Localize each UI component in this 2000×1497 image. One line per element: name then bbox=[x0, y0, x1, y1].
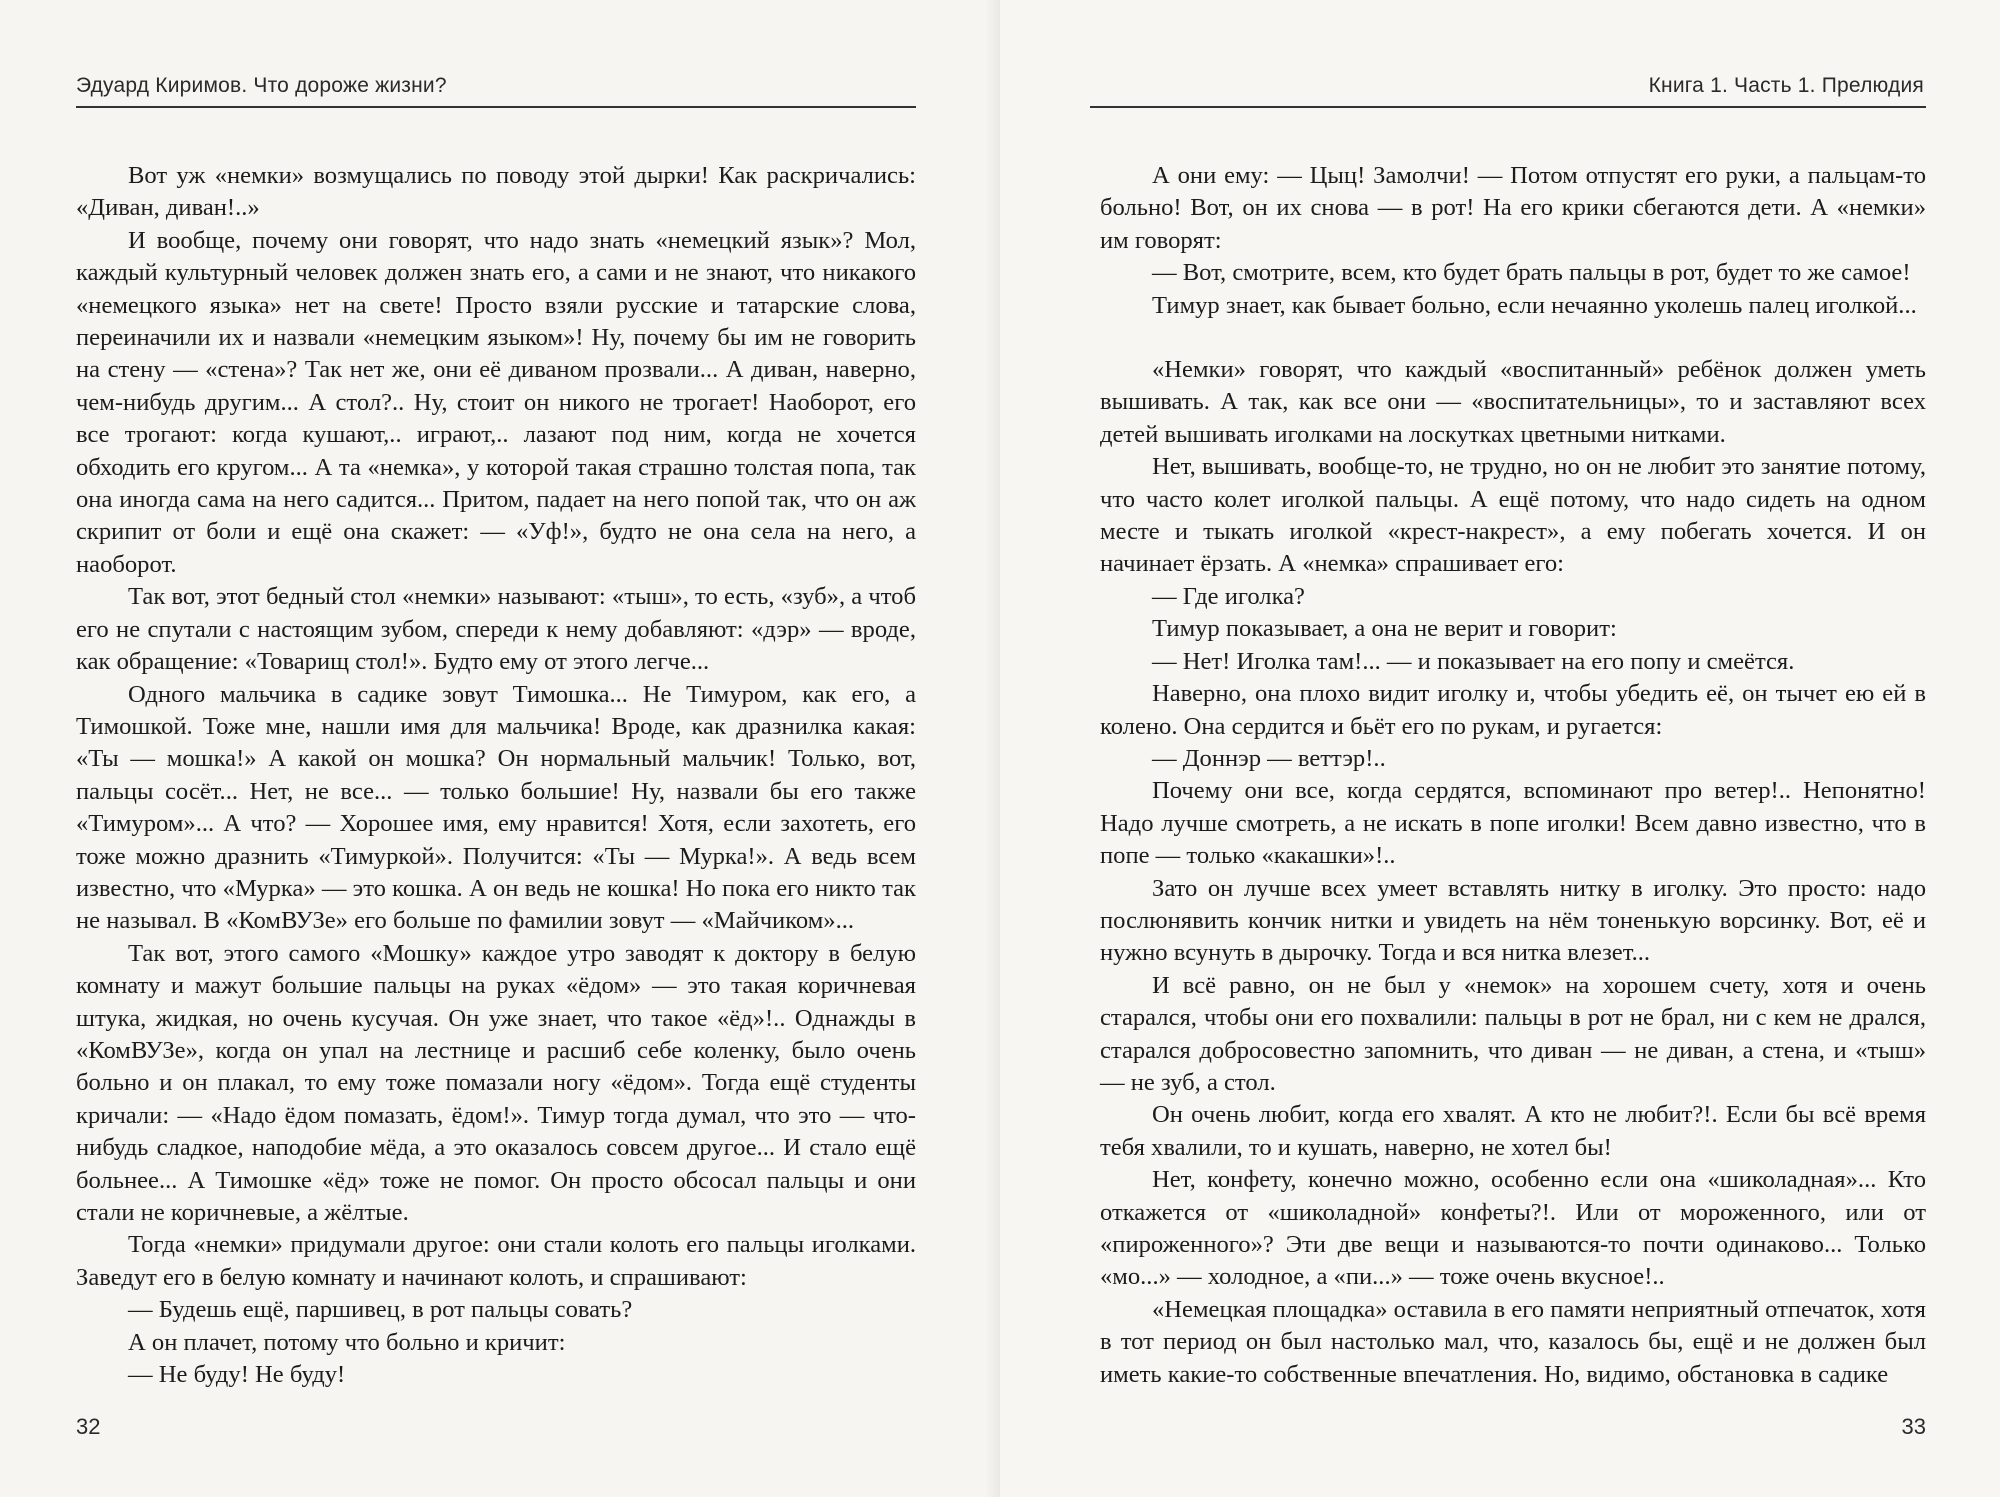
running-header-left: Эдуард Киримов. Что дороже жизни? bbox=[76, 74, 447, 97]
page-number-left: 32 bbox=[76, 1414, 101, 1439]
paragraph: Зато он лучше всех умеет вставлять нитку в иголку. Это просто: надо послюнявить кончик нитки и увидеть на нём тоненькую ворсинку. Вот, её и нужно всунуть в дырочку. Тогда и вся нитка влезет... bbox=[1100, 874, 1926, 967]
paragraph: Нет, конфету, конечно можно, особенно если она «шиколадная»... Кто откажется от «шиколадной» конфеты?!. Или от мороженного, или от «пироженного»? Эти две вещи и называются-то почти одинаково... Только «мо...» — холодное, а «пи...» — тоже очень вкусное!.. bbox=[1100, 1166, 1926, 1291]
paragraph: «Немки» говорят, что каждый «воспитанный» ребёнок должен уметь вышивать. А так, как все они — «воспитательницы», то и заставляют всех детей вышивать иголками на лоскутках цветными нитками. bbox=[1100, 356, 1926, 448]
paragraph: Почему они все, когда сердятся, вспоминают про ветер!.. Непонятно! Надо лучше смотреть, а не искать в попе иголки! Всем давно известно, что в попе — только «какашки»!.. bbox=[1100, 777, 1926, 870]
header-rule-left bbox=[76, 106, 916, 108]
body-text-left bbox=[76, 160, 916, 1391]
paragraph: — Где иголка? bbox=[1152, 582, 1305, 610]
paragraph: Так вот, этот бедный стол «немки» называют: «тыш», то есть, «зуб», а чтоб его не спутали с настоящим зубом, спереди к нему добавляют: «дэр» — вроде, как обращение: «Товарищ стол!». Будто ему от этого легче... bbox=[76, 583, 916, 676]
body-text-right bbox=[1100, 160, 1926, 1391]
paragraph: И всё равно, он не был у «немок» на хорошем счету, хотя и очень старался, чтобы они его похвалили: пальцы в рот не брал, ни с кем не дрался, старался добросовестно запомнить, что диван — не диван, а стена, и «тыш» — не зуб, а стол. bbox=[1100, 971, 1926, 1096]
paragraph: Одного мальчика в садике зовут Тимошка... Не Тимуром, как его, а Тимошкой. Тоже мне, нашли имя для мальчика! Вроде, как дразнилка какая: «Ты — мошка!» А какой он мошка? Он нормальный мальчик! Только, вот, пальцы сосёт... Нет, не все... — только большие! Ну, назвали бы его также «Тимуром»... А что? — Хорошее имя, ему нравится! Хотя, если захотеть, его тоже можно дразнить «Тимуркой». Получится: «Ты — Мурка!». А ведь всем известно, что «Мурка» — это кошка. А он ведь не кошка! Но пока его никто так не называл. В «КомВУЗе» его больше по фамилии зовут — «Майчиком»... bbox=[76, 680, 916, 935]
paragraph: Тимур знает, как бывает больно, если нечаянно уколешь палец иголкой... bbox=[1152, 291, 1917, 319]
running-header-right: Книга 1. Часть 1. Прелюдия bbox=[1648, 74, 1924, 97]
paragraph: И вообще, почему они говорят, что надо знать «немецкий язык»? Мол, каждый культурный человек должен знать его, а сами и не знают, что никакого «немецкого языка» нет на свете! Просто взяли русские и татарские слова, переиначили их и назвали «немецким языком»! Ну, почему бы им не говорить на стену — «стена»? Так нет же, они её диваном прозвали... А диван, наверно, чем-нибудь другим... А стол?.. Ну, стоит он никого не трогает! Наоборот, его все трогают: когда кушают,.. играют,.. лазают под ним, когда не хочется обходить его кругом... А та «немка», у которой такая страшно толстая попа, так она иногда сама на него садится... Притом, падает на него попой так, что он аж скрипит от боли и ещё она скажет: — «Уф!», будто не она села на него, а наоборот. bbox=[76, 226, 916, 578]
page-number-right: 33 bbox=[1901, 1414, 1926, 1439]
paragraph: Он очень любит, когда его хвалят. А кто не любит?!. Если бы всё время тебя хвалили, то и кушать, наверно, не хотел бы! bbox=[1100, 1101, 1926, 1161]
paragraph: «Немецкая площадка» оставила в его памяти неприятный отпечаток, хотя в тот период он был настолько мал, что, казалось бы, ещё и не должен был иметь какие-то собственные впечатления. Но, видимо, обстановка в садике bbox=[1100, 1295, 1926, 1388]
paragraph: — Нет! Иголка там!... — и показывает на его попу и смеётся. bbox=[1152, 647, 1795, 675]
paragraph: — Не буду! Не буду! bbox=[128, 1361, 346, 1389]
paragraph: А он плачет, потому что больно и кричит: bbox=[128, 1328, 566, 1356]
paragraph: — Будешь ещё, паршивец, в рот пальцы совать? bbox=[128, 1296, 633, 1324]
paragraph: Нет, вышивать, вообще-то, не трудно, но он не любит это занятие потому, что часто колет иголкой пальцы. А ещё потому, что надо сидеть на одном месте и тыкать иголкой «крест-накрест», а ему побегать хочется. И он начинает ёрзать. А «немка» спрашивает его: bbox=[1100, 453, 1926, 578]
paragraph: Тимур показывает, а она не верит и говорит: bbox=[1152, 615, 1617, 643]
paragraph: Тогда «немки» придумали другое: они стали колоть его пальцы иголками. Заведут его в белую комнату и начинают колоть, и спрашивают: bbox=[76, 1231, 916, 1291]
header-rule-right bbox=[1090, 106, 1926, 108]
paragraph: Так вот, этого самого «Мошку» каждое утро заводят к доктору в белую комнату и мажут большие пальцы на руках «ёдом» — это такая коричневая штука, жидкая, но очень кусучая. Он уже знает, что такое «ёд»!.. Однажды в «КомВУЗе», когда он упал на лестнице и расшиб себе коленку, было очень больно и он плакал, то ему тоже помазали ногу «ёдом». Тогда ещё студенты кричали: — «Надо ёдом помазать, ёдом!». Тимур тогда думал, что это — что-нибудь сладкое, наподобие мёда, а это оказалось совсем другое... И стало ещё больнее... А Тимошке «ёд» тоже не помог. Он просто обсосал пальцы и они стали не коричневые, а жёлтые. bbox=[76, 939, 916, 1226]
paragraph: — Вот, смотрите, всем, кто будет брать пальцы в рот, будет то же самое! bbox=[1152, 259, 1911, 287]
paragraph: Вот уж «немки» возмущались по поводу этой дырки! Как раскричались: «Диван, диван!..» bbox=[76, 162, 916, 222]
paragraph: А они ему: — Цыц! Замолчи! — Потом отпустят его руки, а пальцам-то больно! Вот, он их снова — в рот! На его крики сбегаются дети. А «немки» им говорят: bbox=[1100, 162, 1926, 254]
paragraph: — Доннэр — веттэр!.. bbox=[1152, 744, 1386, 772]
right-page bbox=[1000, 0, 2000, 1497]
paragraph: Наверно, она плохо видит иголку и, чтобы убедить её, он тычет ею ей в колено. Она сердится и бьёт его по рукам, и ругается: bbox=[1100, 680, 1926, 740]
